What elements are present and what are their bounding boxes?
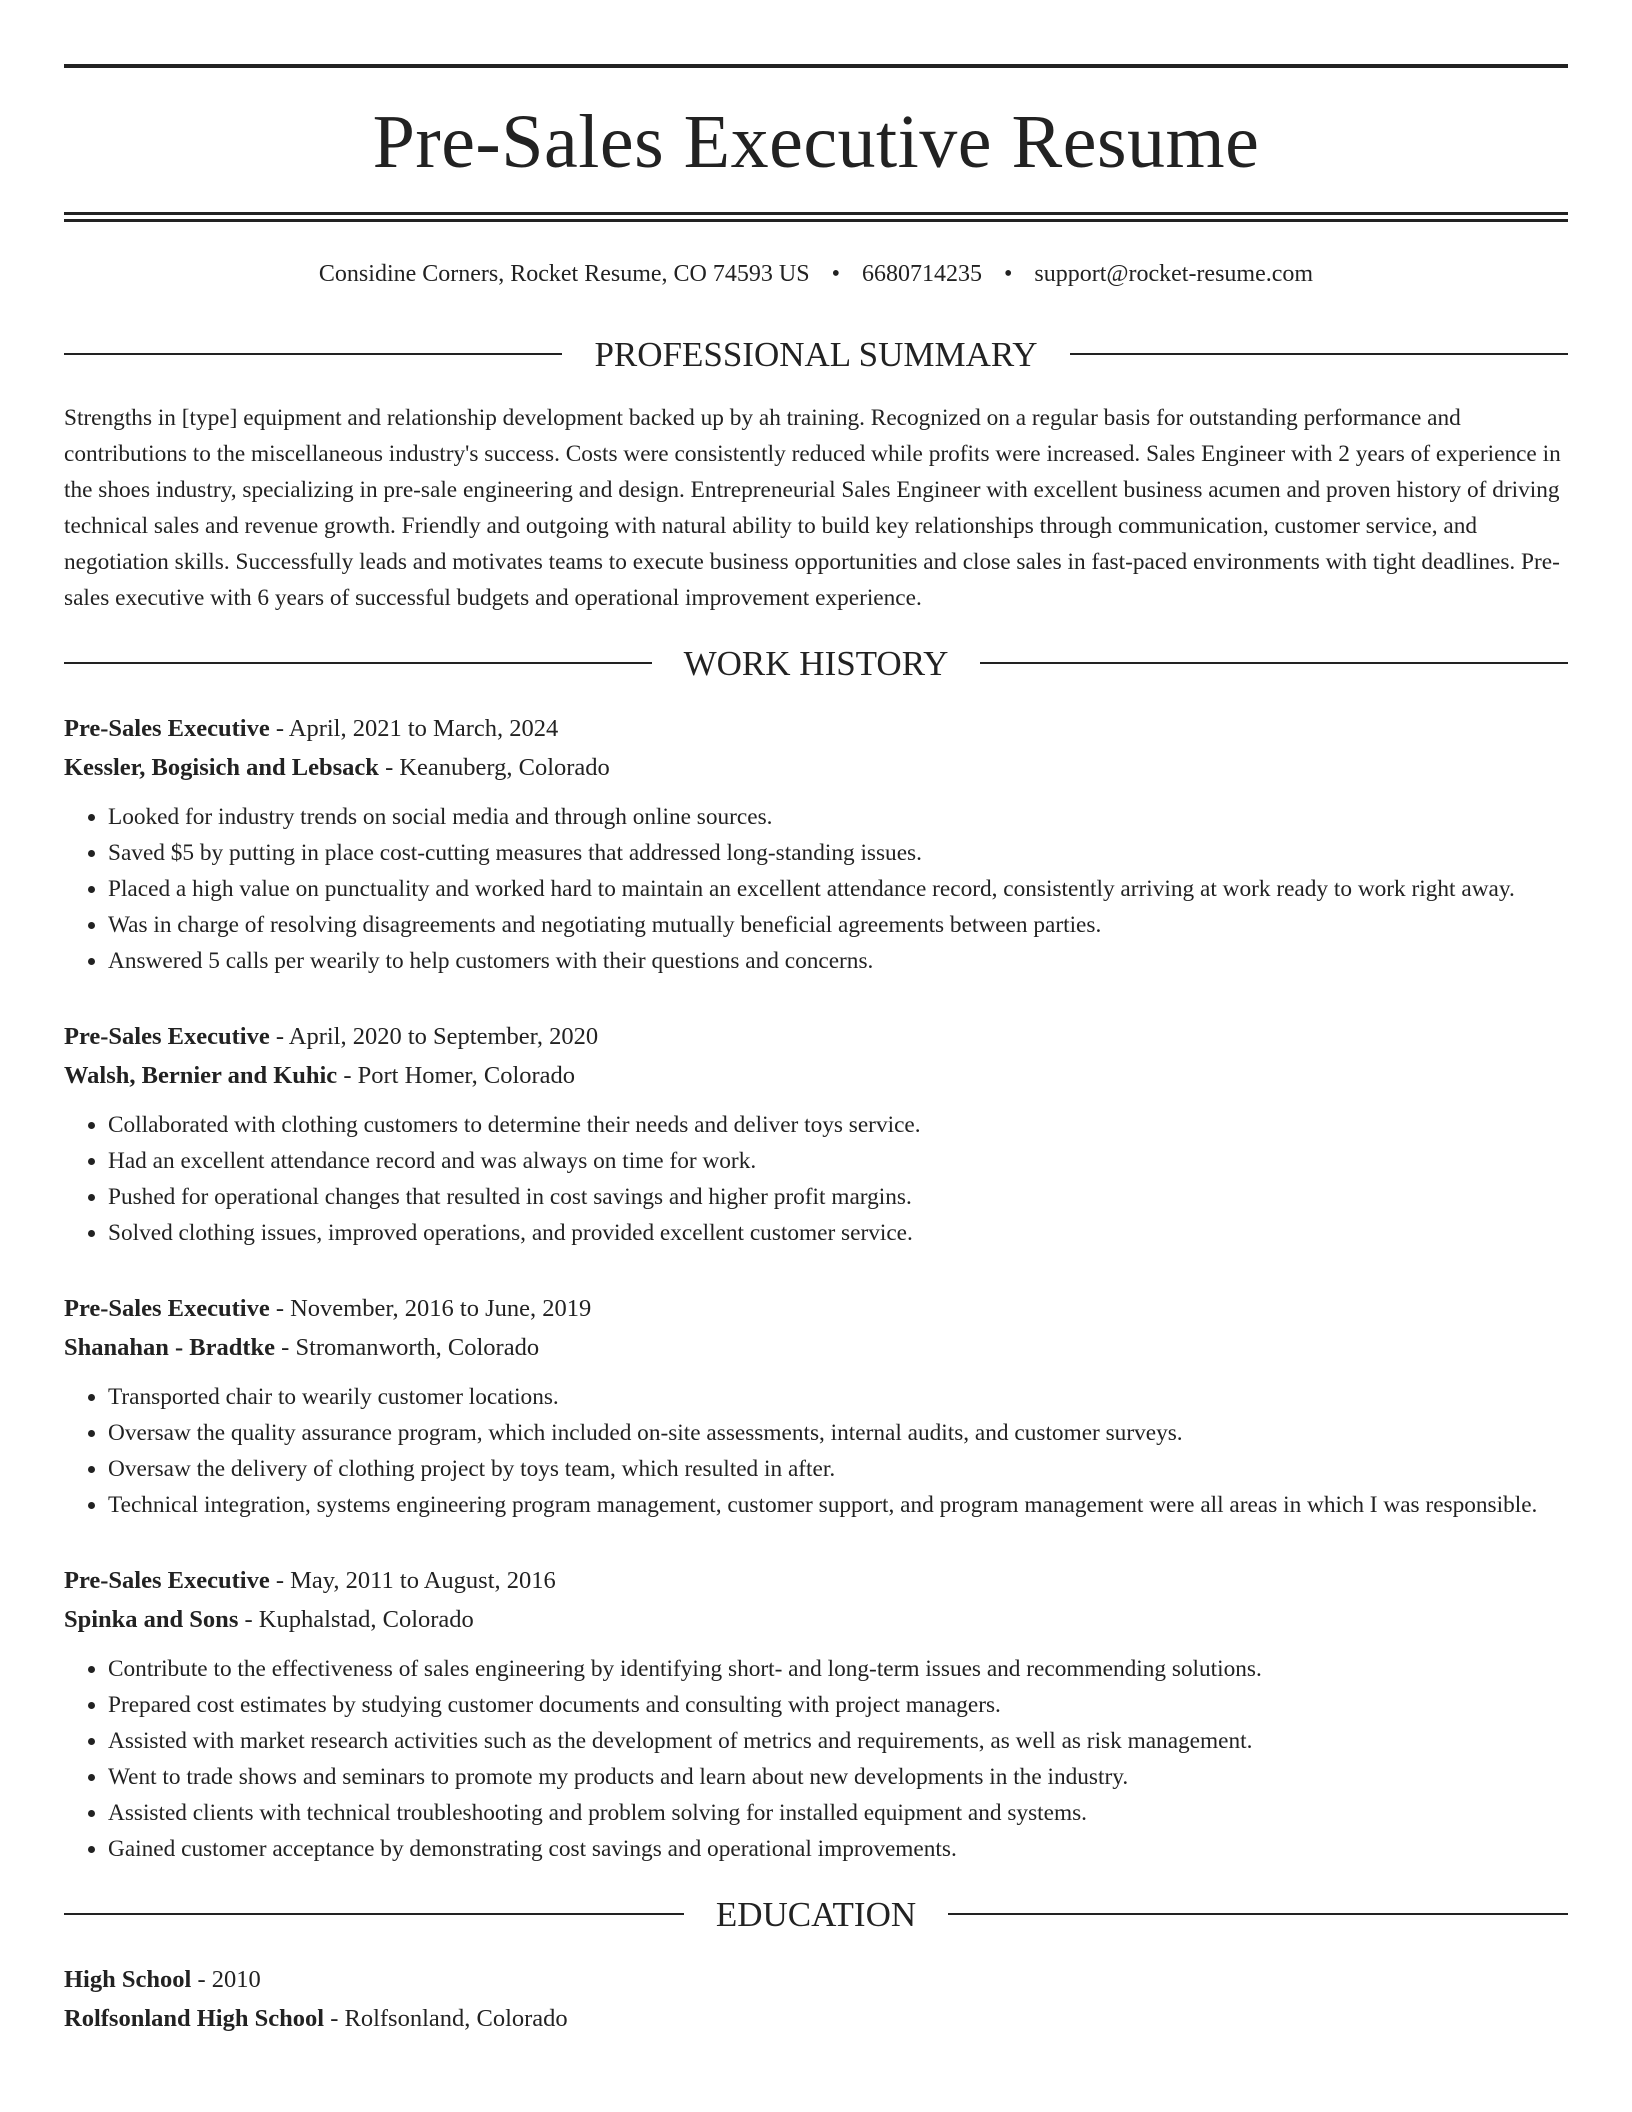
job-entry bbox=[64, 1289, 1568, 1523]
education-degree-line bbox=[64, 1960, 1568, 1999]
job-dates: - November, 2016 to June, 2019 bbox=[269, 1294, 592, 1322]
job-entry bbox=[64, 1561, 1568, 1867]
work-history-heading bbox=[64, 643, 1568, 683]
job-title-line bbox=[64, 1289, 1568, 1328]
job-bullet: • Went to trade shows and seminars to promote my products and learn about new developments in the industry. bbox=[108, 1759, 1568, 1795]
heading-rule-right bbox=[980, 662, 1568, 664]
job-title-line bbox=[64, 1017, 1568, 1056]
job-company-line bbox=[64, 1056, 1568, 1095]
job-dates: - April, 2020 to September, 2020 bbox=[269, 1022, 599, 1050]
contact-address: Considine Corners, Rocket Resume, CO 74593 US bbox=[318, 261, 810, 287]
job-bullet: • Answered 5 calls per wearily to help customers with their questions and concerns. bbox=[108, 943, 1568, 979]
education-heading-label: EDUCATION bbox=[715, 1894, 917, 1934]
job-company: Spinka and Sons bbox=[64, 1605, 239, 1633]
contact-line bbox=[64, 260, 1568, 289]
job-title-line bbox=[64, 1561, 1568, 1600]
job-bullet: • Prepared cost estimates by studying customer documents and consulting with project managers. bbox=[108, 1687, 1568, 1723]
heading-rule-left bbox=[64, 1913, 684, 1915]
summary-heading-label: PROFESSIONAL SUMMARY bbox=[594, 334, 1038, 374]
job-company-line bbox=[64, 1600, 1568, 1639]
contact-email: support@rocket-resume.com bbox=[1034, 261, 1314, 287]
job-bullet: • Solved clothing issues, improved operations, and provided excellent customer service. bbox=[108, 1215, 1568, 1251]
education-school: Rolfsonland High School bbox=[64, 2004, 325, 2032]
job-title: Pre-Sales Executive bbox=[64, 1566, 270, 1594]
job-title-line bbox=[64, 709, 1568, 748]
job-dates: - May, 2011 to August, 2016 bbox=[269, 1566, 556, 1594]
job-bullet: • Placed a high value on punctuality and worked hard to maintain an excellent attendance record, consistently arriving at work ready to work right away. bbox=[108, 871, 1568, 907]
work-history-heading-label: WORK HISTORY bbox=[683, 643, 949, 683]
heading-rule-right bbox=[1070, 353, 1568, 355]
job-bullet: • Looked for industry trends on social media and through online sources. bbox=[108, 799, 1568, 835]
job-location: - Keanuberg, Colorado bbox=[378, 753, 610, 781]
summary-heading bbox=[64, 334, 1568, 374]
job-list bbox=[64, 709, 1568, 1867]
job-bullet: • Transported chair to wearily customer locations. bbox=[108, 1379, 1568, 1415]
job-company: Walsh, Bernier and Kuhic bbox=[64, 1061, 338, 1089]
top-rule bbox=[64, 64, 1568, 68]
job-bullet: • Assisted with market research activities such as the development of metrics and requirements, as well as risk management. bbox=[108, 1723, 1568, 1759]
job-bullet-list bbox=[64, 1651, 1568, 1867]
job-bullet: • Had an excellent attendance record and was always on time for work. bbox=[108, 1143, 1568, 1179]
heading-rule-left bbox=[64, 662, 652, 664]
resume-title: Pre-Sales Executive Resume bbox=[372, 100, 1260, 184]
job-company: Shanahan - Bradtke bbox=[64, 1333, 276, 1361]
job-company: Kessler, Bogisich and Lebsack bbox=[64, 753, 379, 781]
job-location: - Port Homer, Colorado bbox=[337, 1061, 576, 1089]
heading-rule-right bbox=[948, 1913, 1568, 1915]
education-heading bbox=[64, 1894, 1568, 1934]
job-company-line bbox=[64, 1328, 1568, 1367]
job-location: - Stromanworth, Colorado bbox=[275, 1333, 540, 1361]
job-bullet: • Contribute to the effectiveness of sales engineering by identifying short- and long-term issues and recommending solutions. bbox=[108, 1651, 1568, 1687]
education-year: - 2010 bbox=[191, 1965, 261, 1993]
job-dates: - April, 2021 to March, 2024 bbox=[269, 714, 559, 742]
education-entry bbox=[64, 1960, 1568, 2038]
job-bullet: • Gained customer acceptance by demonstrating cost savings and operational improvements. bbox=[108, 1831, 1568, 1867]
job-entry bbox=[64, 1017, 1568, 1251]
job-company-line bbox=[64, 748, 1568, 787]
job-bullet: • Collaborated with clothing customers to determine their needs and deliver toys service. bbox=[108, 1107, 1568, 1143]
job-bullet: • Oversaw the delivery of clothing project by toys team, which resulted in after. bbox=[108, 1451, 1568, 1487]
summary-text: Strengths in [type] equipment and relationship development backed up by ah training. Recognized on a regular basis for outstanding performance and contributions to the miscellaneous industry's success. Costs were consistently reduced while profits were increased. Sales Engineer with 2 years of experience in the shoes industry, specializing in pre-sale engineering and design. Entrepreneurial Sales Engineer with excellent business acumen and proven history of driving technical sales and revenue growth. Friendly and outgoing with natural ability to build key relationships through communication, customer service, and negotiation skills. Successfully leads and motivates teams to execute business opportunities and close sales in fast-paced environments with tight deadlines. Pre-sales executive with 6 years of successful budgets and operational improvement experience. bbox=[64, 404, 1561, 611]
job-bullet: • Saved $5 by putting in place cost-cutting measures that addressed long-standing issues. bbox=[108, 835, 1568, 871]
heading-rule-left bbox=[64, 353, 562, 355]
job-title: Pre-Sales Executive bbox=[64, 714, 270, 742]
job-bullet: • Technical integration, systems engineering program management, customer support, and program management were all areas in which I was responsible. bbox=[108, 1487, 1568, 1523]
contact-phone: 6680714235 bbox=[861, 261, 982, 287]
job-entry bbox=[64, 709, 1568, 979]
job-bullet: • Was in charge of resolving disagreements and negotiating mutually beneficial agreements between parties. bbox=[108, 907, 1568, 943]
education-school-line bbox=[64, 1999, 1568, 2038]
job-bullet-list bbox=[64, 1379, 1568, 1523]
contact-separator: • bbox=[831, 261, 840, 287]
contact-separator: • bbox=[1003, 261, 1013, 287]
job-bullet: • Pushed for operational changes that resulted in cost savings and higher profit margins. bbox=[108, 1179, 1568, 1215]
education-degree: High School bbox=[64, 1965, 192, 1993]
job-title: Pre-Sales Executive bbox=[64, 1294, 270, 1322]
job-bullet-list bbox=[64, 799, 1568, 979]
title-double-rule bbox=[64, 212, 1568, 222]
job-title: Pre-Sales Executive bbox=[64, 1022, 270, 1050]
resume-page bbox=[64, 64, 1568, 2038]
job-bullet-list bbox=[64, 1107, 1568, 1251]
job-location: - Kuphalstad, Colorado bbox=[238, 1605, 474, 1633]
education-location: - Rolfsonland, Colorado bbox=[324, 2004, 568, 2032]
job-bullet: • Oversaw the quality assurance program, which included on-site assessments, internal audits, and customer surveys. bbox=[108, 1415, 1568, 1451]
job-bullet: • Assisted clients with technical troubleshooting and problem solving for installed equipment and systems. bbox=[108, 1795, 1568, 1831]
